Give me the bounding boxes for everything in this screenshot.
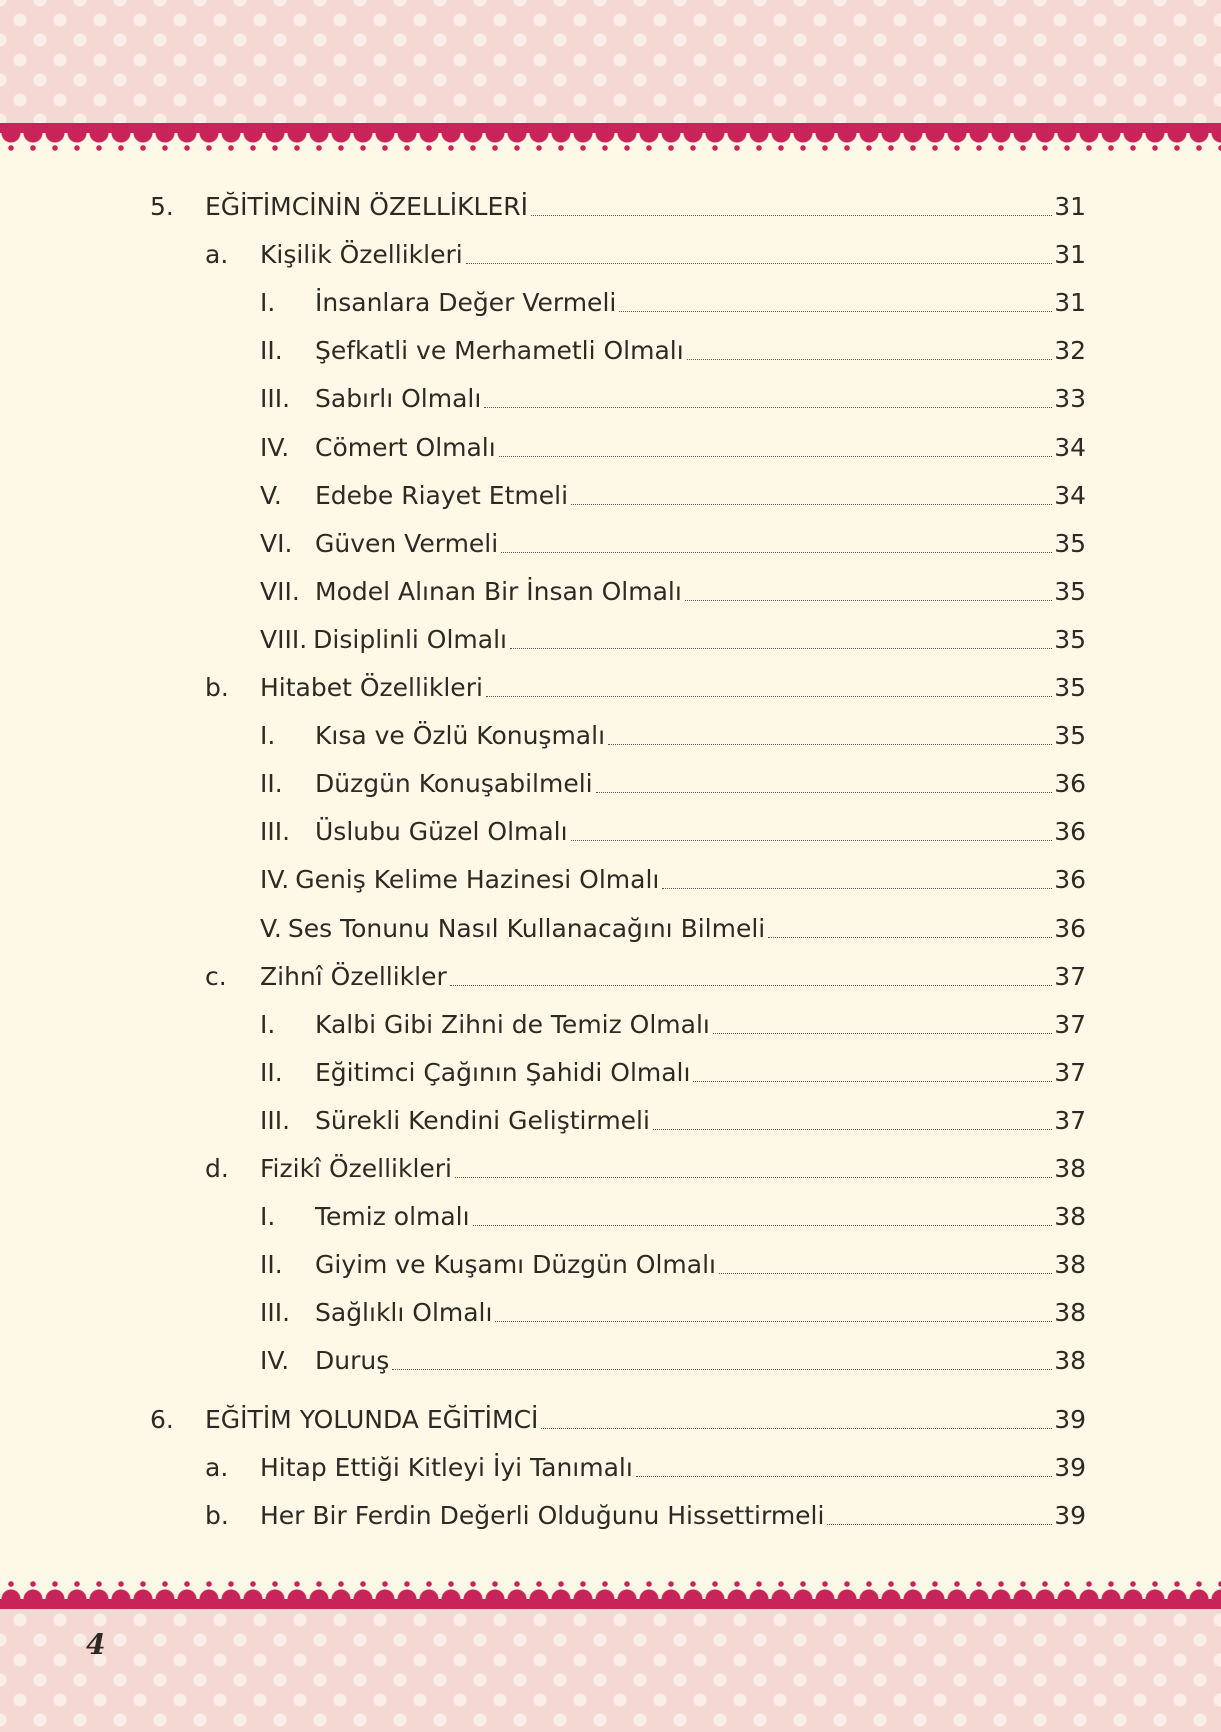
- toc-entry[interactable]: [260, 334, 1086, 368]
- toc-entry-title: Her Bir Ferdin Değerli Olduğunu Hissettirmeli: [260, 1501, 825, 1530]
- toc-entry-number: I.: [260, 721, 276, 750]
- toc-entry-number: I.: [260, 288, 276, 317]
- toc-entry-title: Güven Vermeli: [315, 529, 499, 558]
- toc-dot-leader: [608, 744, 1052, 745]
- toc-dot-leader: [827, 1524, 1052, 1525]
- toc-entry-number: b.: [205, 673, 229, 702]
- toc-dot-leader: [619, 311, 1052, 312]
- toc-entry-page: 38: [1054, 1346, 1086, 1375]
- bottom-border-band: [0, 1599, 1221, 1609]
- toc-entry-title: Hitabet Özellikleri: [260, 673, 483, 702]
- toc-entry[interactable]: [260, 286, 1086, 320]
- toc-dot-leader: [653, 1129, 1052, 1130]
- toc-entry[interactable]: [260, 479, 1086, 513]
- toc-entry-number: III.: [260, 1298, 291, 1327]
- toc-dot-leader: [510, 648, 1052, 649]
- toc-entry-title: Kalbi Gibi Zihni de Temiz Olmalı: [315, 1010, 710, 1039]
- toc-dot-leader: [450, 985, 1052, 986]
- toc-entry[interactable]: [260, 719, 1086, 753]
- toc-entry[interactable]: [260, 912, 1086, 946]
- toc-entry-page: 35: [1054, 721, 1086, 750]
- toc-entry-page: 36: [1054, 817, 1086, 846]
- content-panel: [0, 133, 1221, 1599]
- toc-entry-number: I.: [260, 1202, 276, 1231]
- toc-dot-leader: [455, 1177, 1052, 1178]
- toc-entry-title: Hitap Ettiği Kitleyi İyi Tanımalı: [260, 1453, 633, 1482]
- toc-entry-page: 34: [1054, 481, 1086, 510]
- toc-entry-title: Ses Tonunu Nasıl Kullanacağını Bilmeli: [287, 914, 766, 943]
- bottom-bead-trim: [0, 1581, 1221, 1587]
- toc-entry-number: a.: [205, 240, 229, 269]
- toc-dot-leader: [693, 1081, 1052, 1082]
- toc-entry-page: 36: [1054, 769, 1086, 798]
- toc-entry-title: Cömert Olmalı: [315, 433, 496, 462]
- toc-dot-leader: [531, 215, 1052, 216]
- toc-entry-number: c.: [205, 962, 227, 991]
- toc-entry[interactable]: [260, 1200, 1086, 1234]
- toc-entry-title: Temiz olmalı: [315, 1202, 470, 1231]
- toc-entry-number: VII.: [260, 577, 300, 606]
- toc-entry-number: 6.: [150, 1405, 174, 1434]
- toc-dot-leader: [392, 1369, 1052, 1370]
- toc-entry-number: VIII.: [260, 625, 308, 654]
- toc-entry[interactable]: [260, 382, 1086, 416]
- toc-entry-title: Düzgün Konuşabilmeli: [315, 769, 593, 798]
- toc-entry[interactable]: [260, 575, 1086, 609]
- toc-entry-page: 38: [1054, 1202, 1086, 1231]
- bottom-scallop-trim: [0, 1589, 1221, 1599]
- toc-entry[interactable]: [260, 1344, 1086, 1378]
- toc-entry-title: Sabırlı Olmalı: [315, 384, 482, 413]
- toc-entry-page: 38: [1054, 1250, 1086, 1279]
- top-border-band: [0, 123, 1221, 133]
- toc-entry-title: Duruş: [315, 1346, 390, 1375]
- toc-entry-number: I.: [260, 1010, 276, 1039]
- toc-entry-number: V.: [260, 914, 282, 943]
- toc-dot-leader: [719, 1273, 1052, 1274]
- toc-dot-leader: [499, 456, 1052, 457]
- toc-entry-number: II.: [260, 1250, 283, 1279]
- toc-entry-number: d.: [205, 1154, 229, 1183]
- toc-entry[interactable]: [260, 431, 1086, 465]
- toc-dot-leader: [768, 937, 1052, 938]
- toc-entry-title: Sağlıklı Olmalı: [315, 1298, 493, 1327]
- toc-entry-number: II.: [260, 1058, 283, 1087]
- toc-entry-page: 39: [1054, 1501, 1086, 1530]
- toc-entry-title: Disiplinli Olmalı: [313, 625, 507, 654]
- toc-entry[interactable]: [260, 1008, 1086, 1042]
- toc-entry-number: II.: [260, 336, 283, 365]
- toc-entry[interactable]: [260, 1056, 1086, 1090]
- toc-dot-leader: [571, 840, 1053, 841]
- toc-entry[interactable]: [205, 1451, 1086, 1485]
- toc-entry[interactable]: [150, 1403, 1086, 1437]
- toc-entry-title: Model Alınan Bir İnsan Olmalı: [315, 577, 682, 606]
- page-number: 4: [86, 1628, 106, 1661]
- toc-entry-title: Üslubu Güzel Olmalı: [315, 817, 568, 846]
- toc-entry-title: Kısa ve Özlü Konuşmalı: [315, 721, 606, 750]
- toc-entry[interactable]: [150, 190, 1086, 224]
- toc-entry-title: Giyim ve Kuşamı Düzgün Olmalı: [315, 1250, 716, 1279]
- toc-entry-title: EĞİTİMCİNİN ÖZELLİKLERİ: [205, 192, 528, 221]
- toc-entry[interactable]: [260, 767, 1086, 801]
- toc-entry-number: VI.: [260, 529, 293, 558]
- toc-entry-title: Eğitimci Çağının Şahidi Olmalı: [315, 1058, 691, 1087]
- toc-dot-leader: [685, 600, 1052, 601]
- toc-entry-page: 31: [1054, 240, 1086, 269]
- toc-dot-leader: [636, 1476, 1052, 1477]
- toc-entry-title: Şefkatli ve Merhametli Olmalı: [315, 336, 684, 365]
- toc-entry-title: İnsanlara Değer Vermeli: [315, 288, 617, 317]
- toc-entry-number: a.: [205, 1453, 229, 1482]
- toc-dot-leader: [466, 263, 1053, 264]
- toc-entry-page: 36: [1054, 914, 1086, 943]
- toc-entry-title: Fizikî Özellikleri: [260, 1154, 452, 1183]
- toc-entry-page: 39: [1054, 1453, 1086, 1482]
- toc-entry-page: 32: [1054, 336, 1086, 365]
- toc-entry-page: 35: [1054, 673, 1086, 702]
- toc-entry[interactable]: [205, 960, 1086, 994]
- toc-entry-page: 35: [1054, 625, 1086, 654]
- toc-entry-number: b.: [205, 1501, 229, 1530]
- toc-entry-page: 31: [1054, 288, 1086, 317]
- toc-dot-leader: [501, 552, 1052, 553]
- toc-entry-number: V.: [260, 481, 282, 510]
- toc-entry-page: 37: [1054, 1010, 1086, 1039]
- toc-entry-number: III.: [260, 384, 291, 413]
- toc-entry-page: 34: [1054, 433, 1086, 462]
- toc-entry-page: 33: [1054, 384, 1086, 413]
- toc-dot-leader: [662, 888, 1052, 889]
- toc-entry[interactable]: [260, 527, 1086, 561]
- toc-entry-page: 31: [1054, 192, 1086, 221]
- toc-dot-leader: [571, 504, 1052, 505]
- toc-entry-page: 35: [1054, 529, 1086, 558]
- toc-dot-leader: [687, 359, 1052, 360]
- toc-dot-leader: [473, 1225, 1053, 1226]
- toc-dot-leader: [484, 407, 1052, 408]
- toc-entry-title: Zihnî Özellikler: [260, 962, 447, 991]
- toc-entry-title: Sürekli Kendini Geliştirmeli: [315, 1106, 650, 1135]
- toc-entry-page: 36: [1054, 865, 1086, 894]
- toc-entry[interactable]: [260, 863, 1086, 897]
- toc-entry-page: 38: [1054, 1298, 1086, 1327]
- toc-entry[interactable]: [260, 623, 1086, 657]
- toc-dot-leader: [486, 696, 1052, 697]
- toc-entry[interactable]: [260, 1248, 1086, 1282]
- toc-entry[interactable]: [260, 815, 1086, 849]
- toc-entry-number: IV.: [260, 1346, 290, 1375]
- toc-entry[interactable]: [205, 1152, 1086, 1186]
- toc-entry-number: III.: [260, 817, 291, 846]
- toc-entry[interactable]: [260, 1296, 1086, 1330]
- toc-entry-number: IV.: [260, 865, 290, 894]
- toc-entry-page: 39: [1054, 1405, 1086, 1434]
- toc-entry-page: 37: [1054, 1106, 1086, 1135]
- toc-entry-page: 38: [1054, 1154, 1086, 1183]
- toc-dot-leader: [713, 1033, 1052, 1034]
- toc-dot-leader: [596, 792, 1053, 793]
- toc-entry[interactable]: [205, 671, 1086, 705]
- toc-dot-leader: [495, 1321, 1052, 1322]
- toc-entry-page: 37: [1054, 1058, 1086, 1087]
- toc-entry-number: II.: [260, 769, 283, 798]
- toc-entry-title: Geniş Kelime Hazinesi Olmalı: [295, 865, 660, 894]
- toc-entry[interactable]: [205, 1499, 1086, 1533]
- toc-dot-leader: [541, 1428, 1052, 1429]
- toc-entry[interactable]: [205, 238, 1086, 272]
- toc-entry-number: IV.: [260, 433, 290, 462]
- toc-entry-title: Kişilik Özellikleri: [260, 240, 463, 269]
- toc-entry-page: 37: [1054, 962, 1086, 991]
- toc-entry-page: 35: [1054, 577, 1086, 606]
- toc-entry-number: 5.: [150, 192, 174, 221]
- toc-entry-number: III.: [260, 1106, 291, 1135]
- table-of-contents: [0, 133, 1221, 1599]
- toc-entry-title: Edebe Riayet Etmeli: [315, 481, 569, 510]
- toc-entry-title: EĞİTİM YOLUNDA EĞİTİMCİ: [205, 1405, 539, 1434]
- toc-entry[interactable]: [260, 1104, 1086, 1138]
